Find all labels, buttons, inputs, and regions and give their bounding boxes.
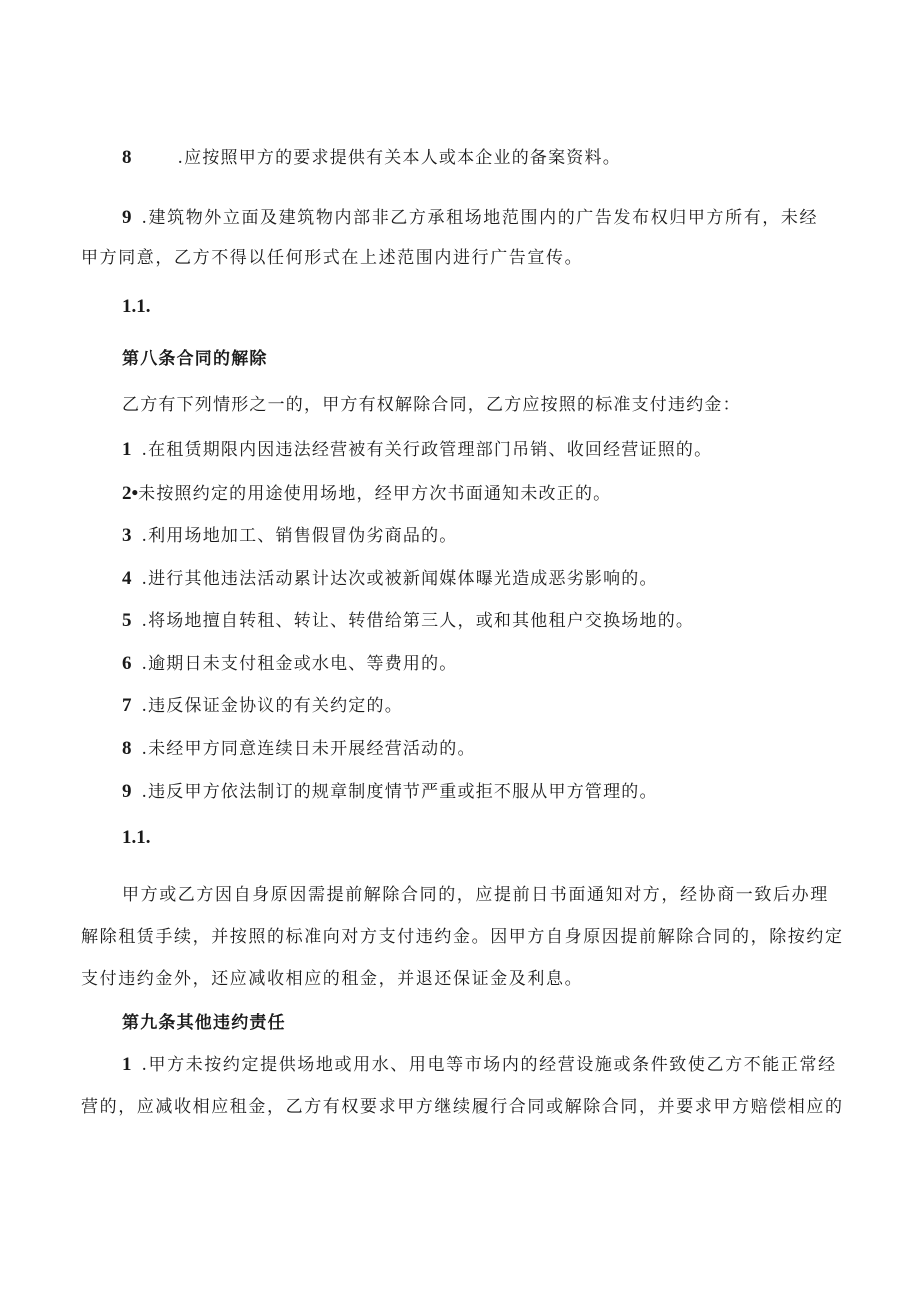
item-text: .利用场地加工、销售假冒伪劣商品的。 <box>141 526 458 546</box>
item-number: 5 <box>122 610 132 631</box>
item-number: 1 <box>122 439 132 460</box>
list-item <box>122 609 694 633</box>
item-number: 1 <box>122 1054 132 1075</box>
item-number: 3 <box>122 525 132 546</box>
item-number: 8 <box>122 147 132 168</box>
list-item <box>122 780 658 804</box>
list-item <box>122 652 458 676</box>
item-text: .进行其他违法活动累计达次或被新闻媒体曝光造成恶劣影响的。 <box>141 569 658 589</box>
item-text: .逾期日未支付租金或水电、等费用的。 <box>141 654 458 674</box>
item-number: 2• <box>122 483 139 504</box>
item-text: .甲方未按约定提供场地或用水、用电等市场内的经营设施或条件致使乙方不能正常经 <box>141 1055 837 1075</box>
item-text: .违反甲方依法制订的规章制度情节严重或拒不服从甲方管理的。 <box>141 782 658 802</box>
item-text: .建筑物外立面及建筑物内部非乙方承租场地范围内的广告发布权归甲方所有，未经 <box>141 208 819 228</box>
list-item <box>122 737 476 761</box>
list-item <box>122 524 458 548</box>
list-item <box>122 206 818 230</box>
section-number: 1.1. <box>122 296 151 317</box>
list-item <box>122 1053 837 1077</box>
item-text: .将场地擅自转租、转让、转借给第三人，或和其他租户交换场地的。 <box>141 611 695 631</box>
paragraph-line: 甲方或乙方因自身原因需提前解除合同的，应提前日书面通知对方，经协商一致后办理 <box>122 885 829 905</box>
item-text: .应按照甲方的要求提供有关本人或本企业的备案资料。 <box>177 148 621 168</box>
article-title: 第八条合同的解除 <box>122 349 268 369</box>
article-title: 第九条其他违约责任 <box>122 1013 286 1033</box>
list-item <box>122 438 712 462</box>
item-number: 9 <box>122 781 132 802</box>
item-continuation: 甲方同意，乙方不得以任何形式在上述范围内进行广告宣传。 <box>81 248 584 268</box>
article-intro: 乙方有下列情形之一的，甲方有权解除合同，乙方应按照的标准支付违约金： <box>122 395 741 415</box>
item-text: 未按照约定的用途使用场地，经甲方次书面通知未改正的。 <box>138 484 612 504</box>
list-item <box>122 567 658 591</box>
item-number: 6 <box>122 653 132 674</box>
item-text: .在租赁期限内因违法经营被有关行政管理部门吊销、收回经营证照的。 <box>141 440 713 460</box>
paragraph-line: 解除租赁手续，并按照的标准向对方支付违约金。因甲方自身原因提前解除合同的，除按约定 <box>81 927 844 947</box>
list-item <box>122 482 611 506</box>
paragraph-line: 支付违约金外，还应减收相应的租金，并退还保证金及利息。 <box>81 969 584 989</box>
item-number: 8 <box>122 738 132 759</box>
item-number: 9 <box>122 207 132 228</box>
item-number: 7 <box>122 695 132 716</box>
list-item <box>122 694 403 718</box>
item-continuation: 营的，应减收相应租金，乙方有权要求甲方继续履行合同或解除合同，并要求甲方赔偿相应的 <box>81 1097 844 1117</box>
section-number: 1.1. <box>122 827 151 848</box>
list-item <box>122 146 621 170</box>
item-text: .未经甲方同意连续日未开展经营活动的。 <box>141 739 476 759</box>
item-number: 4 <box>122 568 132 589</box>
item-text: .违反保证金协议的有关约定的。 <box>141 696 403 716</box>
